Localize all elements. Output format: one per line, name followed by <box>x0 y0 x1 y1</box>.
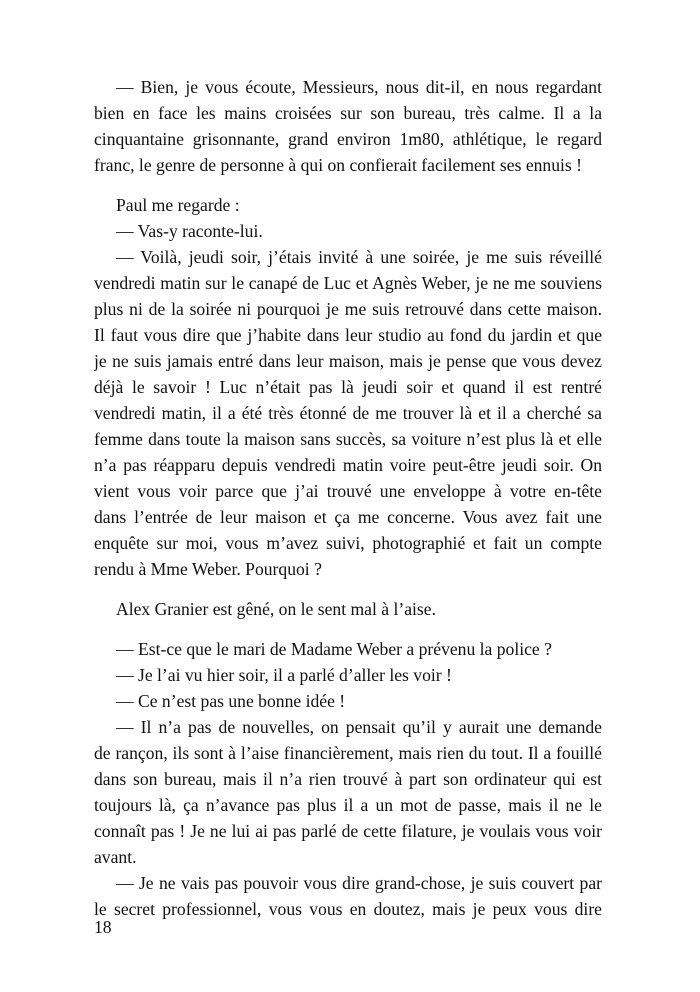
text-line: rendu à Mme Weber. Pourquoi ? <box>94 559 322 579</box>
text-line: — Vas-y raconte-lui. <box>116 221 263 241</box>
text-line: enquête sur moi, vous m’avez suivi, photographié et fait un compte <box>94 533 602 553</box>
paragraph-gap <box>94 178 602 192</box>
text-line: — Je l’ai vu hier soir, il a parlé d’aller les voir ! <box>116 665 452 685</box>
text-line: je ne suis jamais entré dans leur maison, mais je pense que vous devez <box>94 351 602 371</box>
text-line: déjà le savoir ! Luc n’était pas là jeudi soir et quand il est rentré <box>94 377 602 397</box>
text-line: cinquantaine grisonnante, grand environ 1m80, athlétique, le regard <box>94 129 602 149</box>
text-line: — Il n’a pas de nouvelles, on pensait qu’il y aurait une demande <box>116 717 602 737</box>
paragraph-gap <box>94 622 602 636</box>
text-line: — Bien, je vous écoute, Messieurs, nous dit-il, en nous regardant <box>116 77 602 97</box>
text-line: Il faut vous dire que j’habite dans leur studio au fond du jardin et que <box>94 325 602 345</box>
paragraph-gap <box>94 582 602 596</box>
text-line: toujours là, ça n’avance pas plus il a un mot de passe, mais il ne le <box>94 795 602 815</box>
text-line: vendredi matin sur le canapé de Luc et Agnès Weber, je ne me souviens <box>94 273 602 293</box>
text-line: le secret professionnel, vous vous en doutez, mais je peux vous dire <box>94 899 602 919</box>
text-line: n’a pas réapparu depuis vendredi matin voire peut-être jeudi soir. On <box>94 455 602 475</box>
page-number: 18 <box>94 917 112 937</box>
text-line: dans l’entrée de leur maison et ça me concerne. Vous avez fait une <box>94 507 602 527</box>
text-line: connaît pas ! Je ne lui ai pas parlé de cette filature, je voulais vous voir <box>94 821 602 841</box>
text-line: — Est-ce que le mari de Madame Weber a prévenu la police ? <box>116 639 552 659</box>
text-line: bien en face les mains croisées sur son bureau, très calme. Il a la <box>94 103 602 123</box>
text-line: franc, le genre de personne à qui on confierait facilement ses ennuis ! <box>94 155 583 175</box>
text-line: vient vous voir parce que j’ai trouvé une enveloppe à votre en-tête <box>94 481 602 501</box>
text-line: vendredi matin, il a été très étonné de me trouver là et il a cherché sa <box>94 403 602 423</box>
text-line: avant. <box>94 847 137 867</box>
text-line: — Je ne vais pas pouvoir vous dire grand-chose, je suis couvert par <box>116 873 602 893</box>
text-line: — Voilà, jeudi soir, j’étais invité à une soirée, je me suis réveillé <box>116 247 602 267</box>
text-line: femme dans toute la maison sans succès, sa voiture n’est plus là et elle <box>94 429 602 449</box>
text-line: — Ce n’est pas une bonne idée ! <box>116 691 346 711</box>
text-line: de rançon, ils sont à l’aise financièrement, mais rien du tout. Il a fouillé <box>94 743 602 763</box>
page-body <box>94 74 602 922</box>
text-line: Alex Granier est gêné, on le sent mal à l’aise. <box>116 599 436 619</box>
text-line: Paul me regarde : <box>116 195 240 215</box>
text-line: plus ni de la soirée ni pourquoi je me suis retrouvé dans cette maison. <box>94 299 602 319</box>
text-line: dans son bureau, mais il n’a rien trouvé à part son ordinateur qui est <box>94 769 602 789</box>
